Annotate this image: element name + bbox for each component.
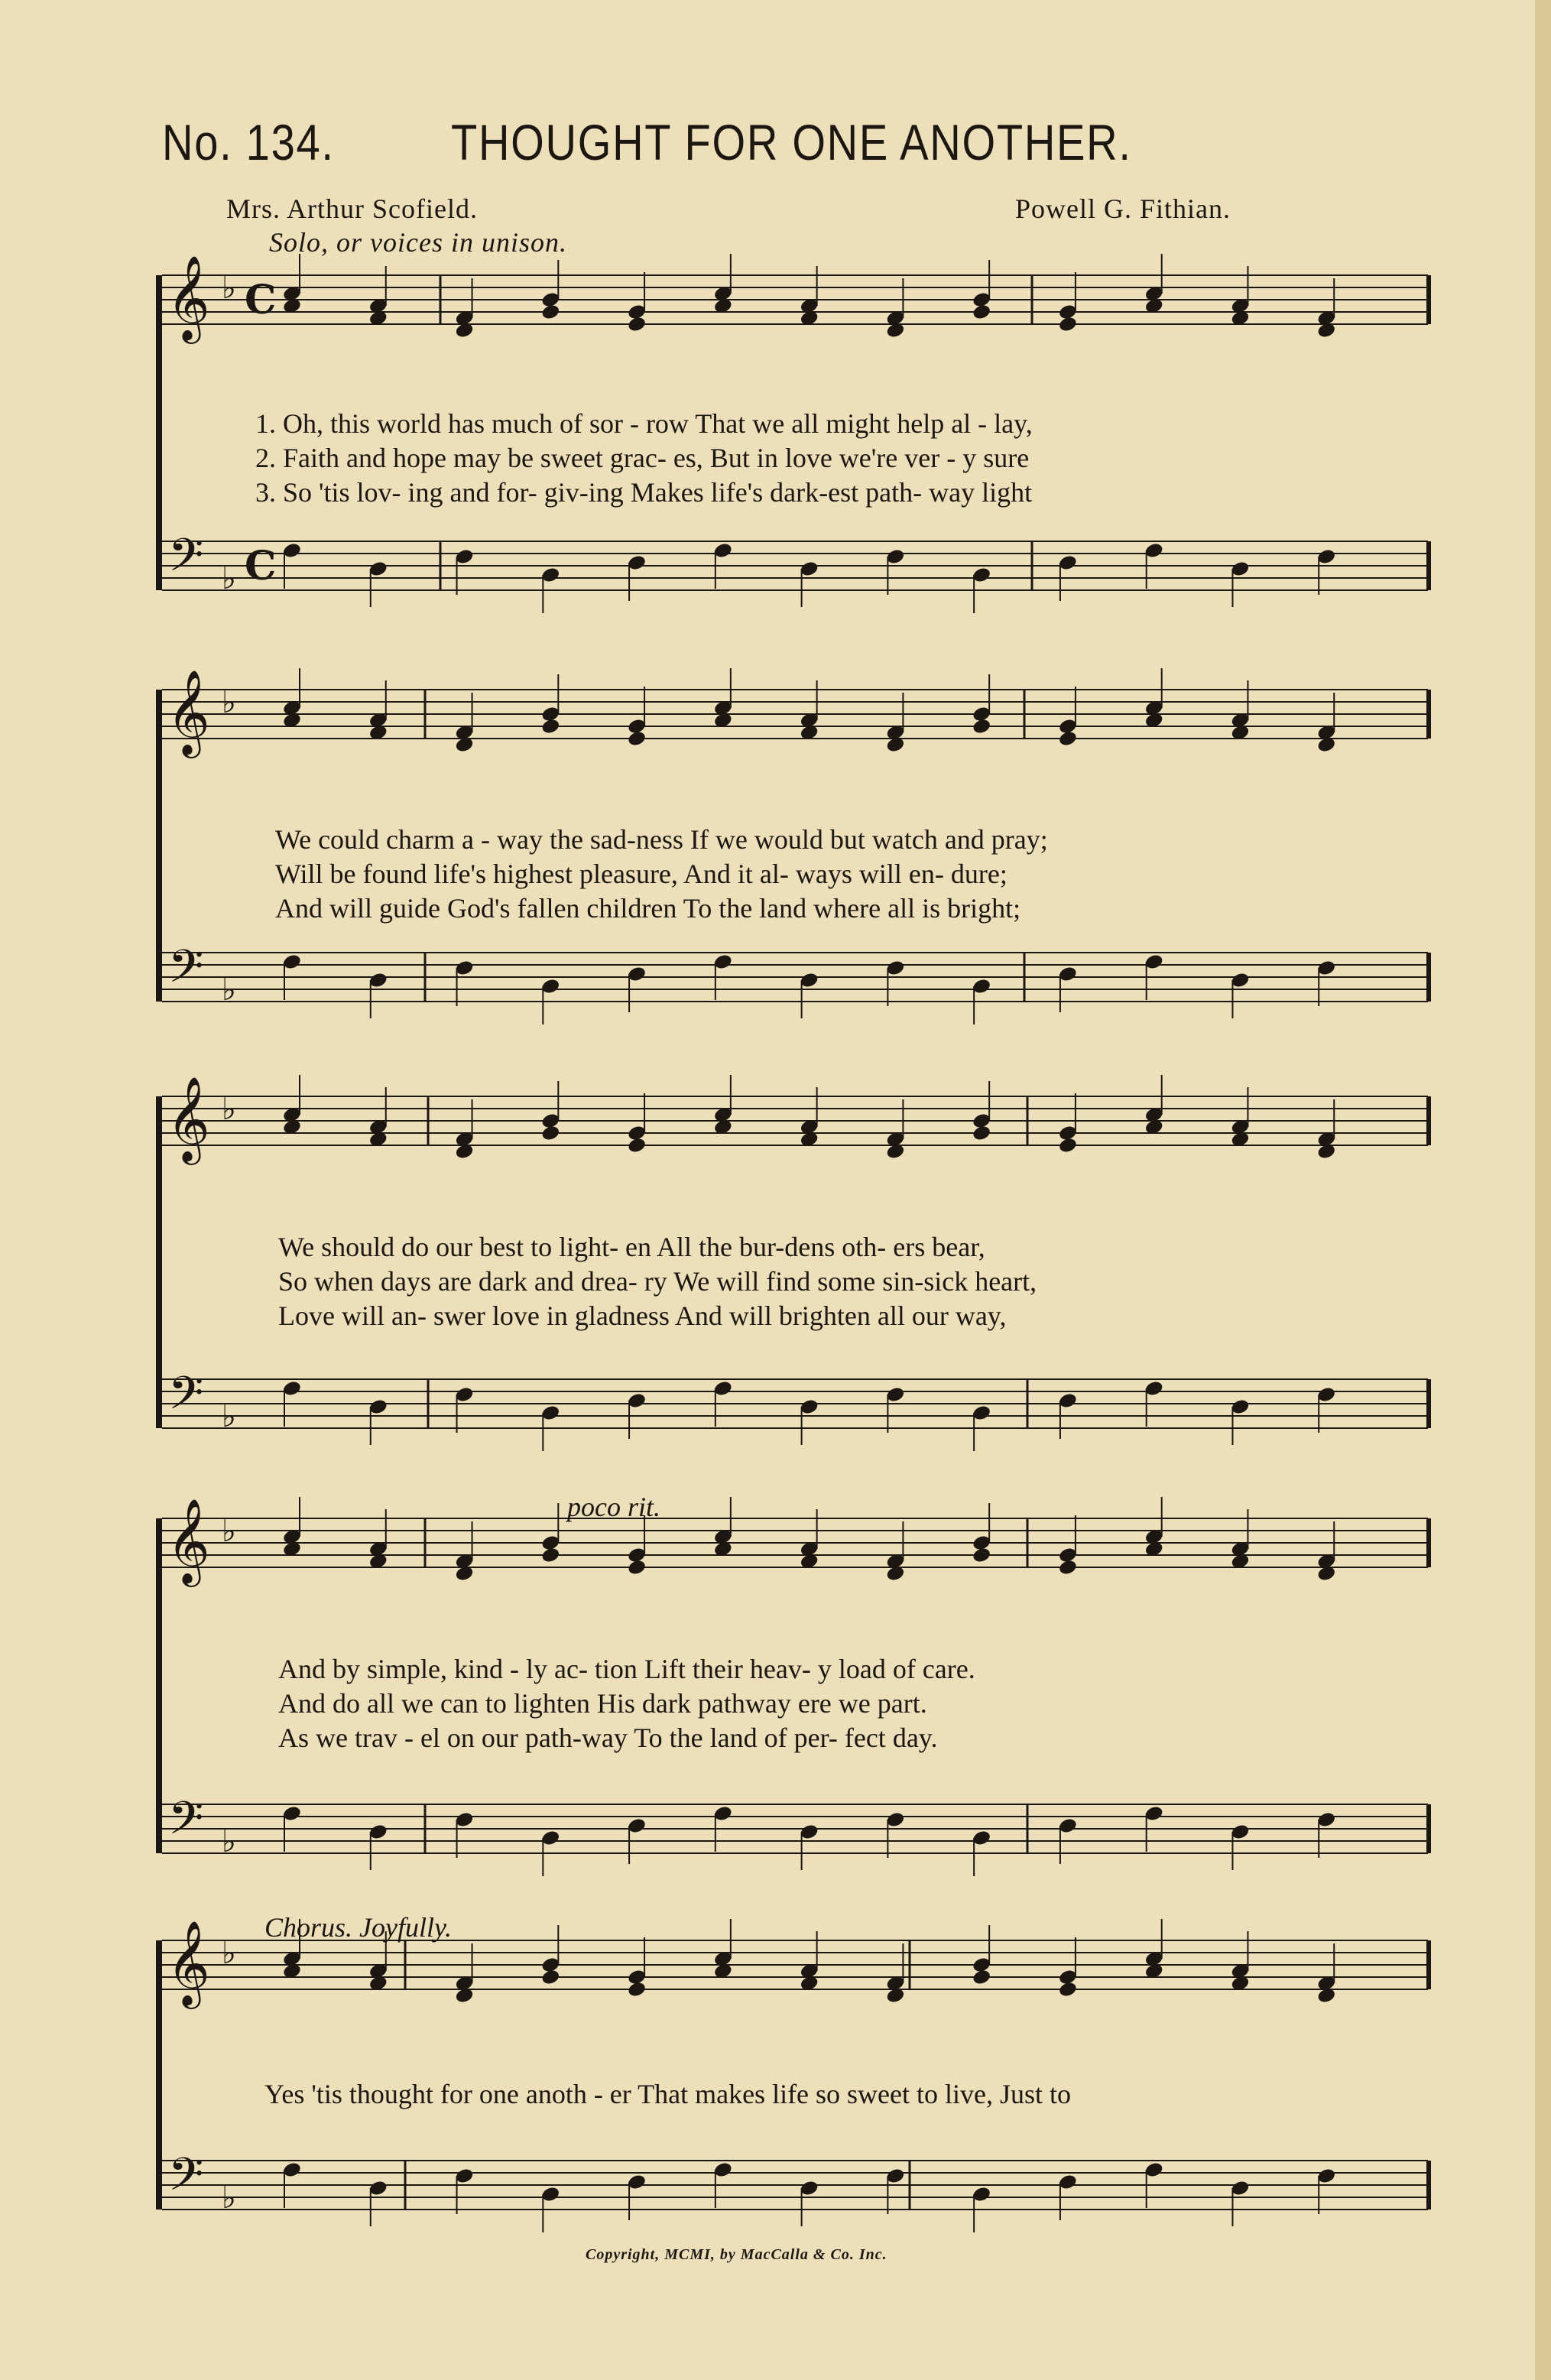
- bass-clef-icon: 𝄢: [168, 940, 204, 1004]
- lyric-line: So when days are dark and drea- ry We will find some sin-sick heart,: [278, 1266, 1037, 1297]
- bass-clef-icon: 𝄢: [168, 528, 204, 593]
- note-head: [972, 1968, 991, 1985]
- lyric-line: Will be found life's highest pleasure, And it al- ways will en- dure;: [275, 859, 1008, 889]
- common-time-icon: C: [245, 277, 277, 323]
- note-head: [1058, 1558, 1078, 1576]
- lyric-line: And will guide God's fallen children To the land where all is bright;: [275, 893, 1021, 924]
- common-time-icon: C: [245, 543, 277, 589]
- tempo-marking: poco rit.: [567, 1492, 660, 1522]
- bass-clef-icon: 𝄢: [168, 1366, 204, 1430]
- final-barline: [1426, 1940, 1431, 1989]
- note-head: [1058, 1136, 1078, 1154]
- copyright-notice: Copyright, MCMI, by MacCalla & Co. Inc.: [586, 2246, 887, 2263]
- final-barline: [1426, 1379, 1431, 1428]
- note-head: [627, 1558, 647, 1576]
- flat-icon: ♭: [222, 561, 236, 596]
- note-head: [627, 1136, 647, 1154]
- lyric-line: And do all we can to lighten His dark pathway ere we part.: [278, 1688, 927, 1719]
- note-head: [540, 1546, 560, 1563]
- note-head: [540, 717, 560, 735]
- hymn-title: THOUGHT FOR ONE ANOTHER.: [451, 114, 1132, 170]
- treble-clef-icon: 𝄞: [167, 1076, 210, 1161]
- note-head: [540, 303, 560, 320]
- treble-clef-icon: 𝄞: [167, 669, 210, 755]
- chorus-marking: Chorus. Joyfully.: [264, 1912, 452, 1943]
- note-head: [1058, 315, 1078, 333]
- treble-clef-icon: 𝄞: [167, 1498, 210, 1583]
- treble-clef-icon: 𝄞: [167, 1920, 210, 2005]
- bass-clef-icon: 𝄢: [168, 1791, 204, 1856]
- system-bracket: [156, 1518, 162, 1853]
- lyric-line: 1. Oh, this world has much of sor - row That we all might help al - lay,: [255, 408, 1033, 439]
- final-barline: [1426, 690, 1431, 739]
- flat-icon: ♭: [222, 1936, 236, 1971]
- lyric-line: Love will an- swer love in gladness And will brighten all our way,: [278, 1300, 1007, 1331]
- composer-credit: Powell G. Fithian.: [1015, 193, 1231, 224]
- system-bracket: [156, 1096, 162, 1428]
- treble-clef-icon: 𝄞: [167, 255, 210, 340]
- final-barline: [1426, 1518, 1431, 1567]
- flat-icon: ♭: [222, 685, 236, 720]
- flat-icon: ♭: [222, 1092, 236, 1127]
- final-barline: [1426, 953, 1431, 1002]
- note-head: [627, 315, 647, 333]
- system-bracket: [156, 1940, 162, 2210]
- flat-icon: ♭: [222, 2180, 236, 2216]
- note-head: [1058, 729, 1078, 747]
- system-bracket: [156, 690, 162, 1002]
- final-barline: [1426, 275, 1431, 324]
- lyricist-credit: Mrs. Arthur Scofield.: [226, 193, 478, 224]
- performance-note: Solo, or voices in unison.: [269, 227, 567, 258]
- bass-clef-icon: 𝄢: [168, 2148, 204, 2212]
- note-head: [972, 717, 991, 735]
- note-head: [627, 729, 647, 747]
- final-barline: [1426, 1804, 1431, 1853]
- flat-icon: ♭: [222, 1824, 236, 1859]
- flat-icon: ♭: [222, 1399, 236, 1434]
- note-head: [540, 1124, 560, 1141]
- system-bracket: [156, 275, 162, 590]
- final-barline: [1426, 2161, 1431, 2210]
- note-head: [972, 303, 991, 320]
- flat-icon: ♭: [222, 1514, 236, 1549]
- flat-icon: ♭: [222, 271, 236, 306]
- note-head: [972, 1124, 991, 1141]
- flat-icon: ♭: [222, 972, 236, 1008]
- note-head: [1058, 1980, 1078, 1998]
- final-barline: [1426, 1096, 1431, 1145]
- final-barline: [1426, 541, 1431, 590]
- lyric-line: 2. Faith and hope may be sweet grac- es, But in love we're ver - y sure: [255, 443, 1030, 473]
- hymn-number: No. 134.: [162, 114, 335, 170]
- lyric-line: Yes 'tis thought for one anoth - er That makes life so sweet to live, Just to: [264, 2079, 1072, 2109]
- lyric-line: And by simple, kind - ly ac- tion Lift their heav- y load of care.: [278, 1654, 975, 1684]
- note-head: [540, 1968, 560, 1985]
- lyric-line: We could charm a - way the sad-ness If we would but watch and pray;: [275, 824, 1048, 855]
- note-head: [627, 1980, 647, 1998]
- lyric-line: We should do our best to light- en All the bur-dens oth- ers bear,: [278, 1232, 985, 1262]
- note-head: [972, 1546, 991, 1563]
- lyric-line: As we trav - el on our path-way To the land of per- fect day.: [278, 1722, 938, 1753]
- lyric-line: 3. So 'tis lov- ing and for- giv-ing Makes life's dark-est path- way light: [255, 477, 1033, 508]
